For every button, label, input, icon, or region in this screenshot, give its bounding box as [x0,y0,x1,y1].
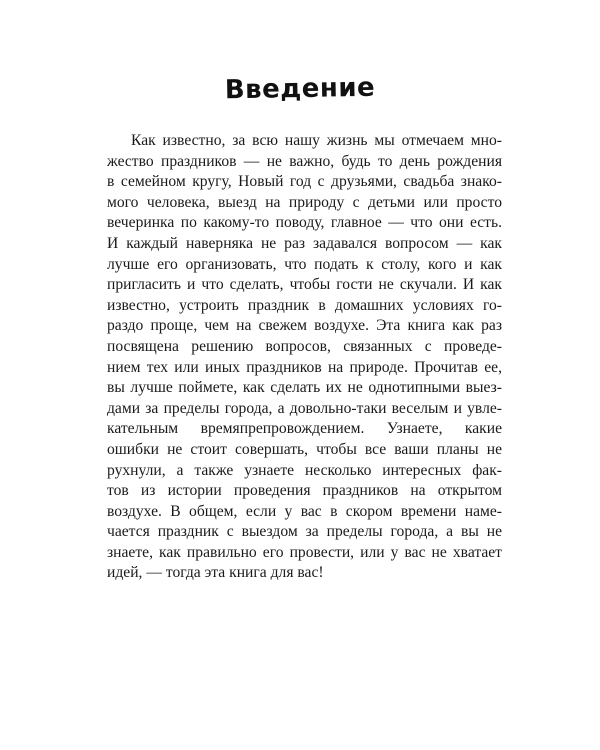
text-line: ошибки не стоит совершать, чтобы все ваши планы не [107,440,502,458]
chapter-title: Введение [224,72,376,106]
text-line: жество праздников — не важно, будь то день рождения [107,152,502,170]
text-line: идей, — тогда эта книга для вас! [107,564,324,582]
text-line: известно, устроить праздник в домашних условиях го- [107,296,502,314]
text-line: Как известно, за всю нашу жизнь мы отмечаем мно- [131,132,502,149]
text-line: И каждый наверняка не раз задавался вопросом — как [107,234,502,252]
text-line: воздухе. В общем, если у вас в скором времени наме- [107,502,502,520]
text-line: пригласить и что сделать, чтобы гости не скучали. И как [107,276,502,294]
text-line: посвящена решению вопросов, связанных с проведе- [107,337,502,355]
text-line: чается праздник с выездом за пределы города, а вы не [107,523,502,541]
intro-paragraph [107,131,502,584]
text-line: в семейном кругу, Новый год с друзьями, свадьба знако- [107,173,502,191]
text-line: знаете, как правильно его провести, или у вас не хватает [107,543,502,561]
text-line: нием тех или иных праздников на природе. Прочитав ее, [107,358,502,376]
text-line: рухнули, а также узнаете несколько интересных фак- [107,461,502,479]
text-line: мого человека, выезд на природу с детьми или просто [107,193,502,211]
text-line: раздо проще, чем на свежем воздухе. Эта книга как раз [107,317,502,335]
text-line: кательным времяпрепровождением. Узнаете, какие [107,420,502,438]
text-line: лучше его организовать, что подать к столу, кого и как [107,255,502,273]
text-line: дами за пределы города, а довольно-таки веселым и увле- [107,399,502,417]
text-line: вы лучше поймете, как сделать их не однотипными выез- [107,379,502,397]
text-line: тов из истории проведения праздников на открытом [107,482,502,500]
text-line: вечеринка по какому-то поводу, главное — что они есть. [107,214,502,232]
